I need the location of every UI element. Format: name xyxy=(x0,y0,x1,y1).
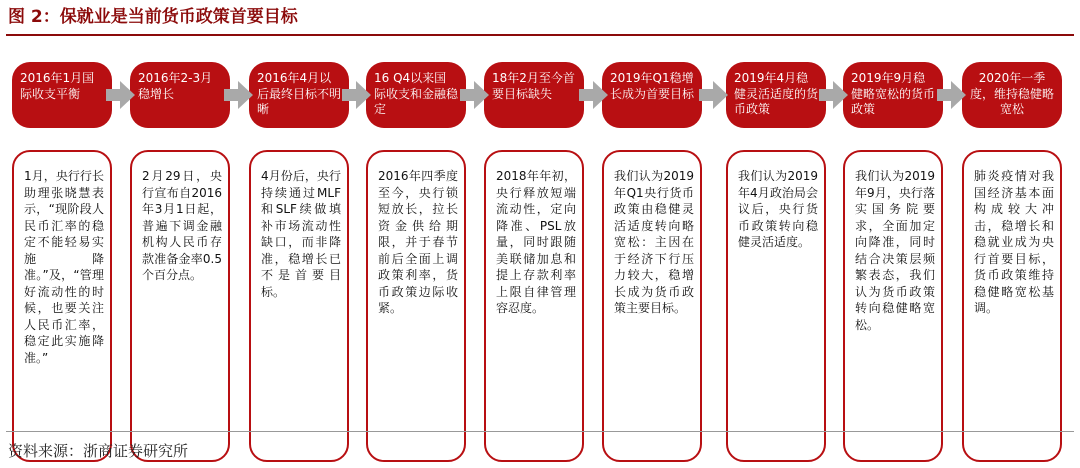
stage-description: 4月份后，央行持续通过MLF和SLF续做填补市场流动性缺口，而非降准，稳增长已不是首要目标。 xyxy=(249,150,349,462)
flow-arrow-icon xyxy=(937,80,967,110)
flow-arrow-icon xyxy=(342,80,372,110)
flow-arrow-icon xyxy=(106,80,136,110)
stage-description: 1月，央行行长助理张晓慧表示，“现阶段人民币汇率的稳定不能轻易实施降准。”及，“管理好流动性的时候，也要关注人民币汇率，稳定此实施降准。” xyxy=(12,150,112,462)
stage-description: 2月29日，央行宣布自2016年3月1日起，普遍下调金融机构人民币存款准备金率0.5个百分点。 xyxy=(130,150,230,462)
stage-description: 肺炎疫情对我国经济基本面构成较大冲击，稳增长和稳就业成为央行首要目标，货币政策维持稳健略宽松基调。 xyxy=(962,150,1062,462)
flow-arrow-icon xyxy=(460,80,490,110)
stage-description: 我们认为2019年9月，央行落实国务院要求，全面加定向降准，同时结合决策层频繁表态，我们认为货币政策转向稳健略宽松。 xyxy=(843,150,943,462)
stage-description: 2018年年初，央行释放短端流动性，定向降准、PSL放量，同时跟随美联储加息和提上存款利率上限自律管理容忍度。 xyxy=(484,150,584,462)
stage-header: 2020年一季度，维持稳健略宽松 xyxy=(962,62,1062,128)
stage-header: 2016年2-3月稳增长 xyxy=(130,62,230,128)
stage-description: 我们认为2019年4月政治局会议后，央行货币政策转向稳健灵活适度。 xyxy=(726,150,826,462)
flow-arrow-icon xyxy=(579,80,609,110)
title-divider xyxy=(6,34,1074,36)
stage-description: 我们认为2019年Q1央行货币政策由稳健灵活适度转向略宽松：主因在于经济下行压力较大，稳增长成为货币政策主要目标。 xyxy=(602,150,702,462)
flow-arrow-icon xyxy=(699,80,729,110)
stage-header: 2019年Q1稳增长成为首要目标 xyxy=(602,62,702,128)
stage-header: 2019年4月稳健灵活适度的货币政策 xyxy=(726,62,826,128)
stage-header: 18年2月至今首要目标缺失 xyxy=(484,62,584,128)
stage-header: 2019年9月稳健略宽松的货币政策 xyxy=(843,62,943,128)
footer-divider xyxy=(6,431,1074,432)
stage-header: 2016年1月国际收支平衡 xyxy=(12,62,112,128)
figure-title: 图 2：保就业是当前货币政策首要目标 xyxy=(8,7,298,27)
source-note: 资料来源：浙商证券研究所 xyxy=(8,442,189,460)
stage-description: 2016年四季度至今，央行锁短放长，拉长资金供给期限，并于春节前后全面上调政策利率，货币政策边际收紧。 xyxy=(366,150,466,462)
flow-arrow-icon xyxy=(819,80,849,110)
stage-header: 2016年4月以后最终目标不明晰 xyxy=(249,62,349,128)
stage-header: 16 Q4以来国际收支和金融稳定 xyxy=(366,62,466,128)
flow-arrow-icon xyxy=(224,80,254,110)
